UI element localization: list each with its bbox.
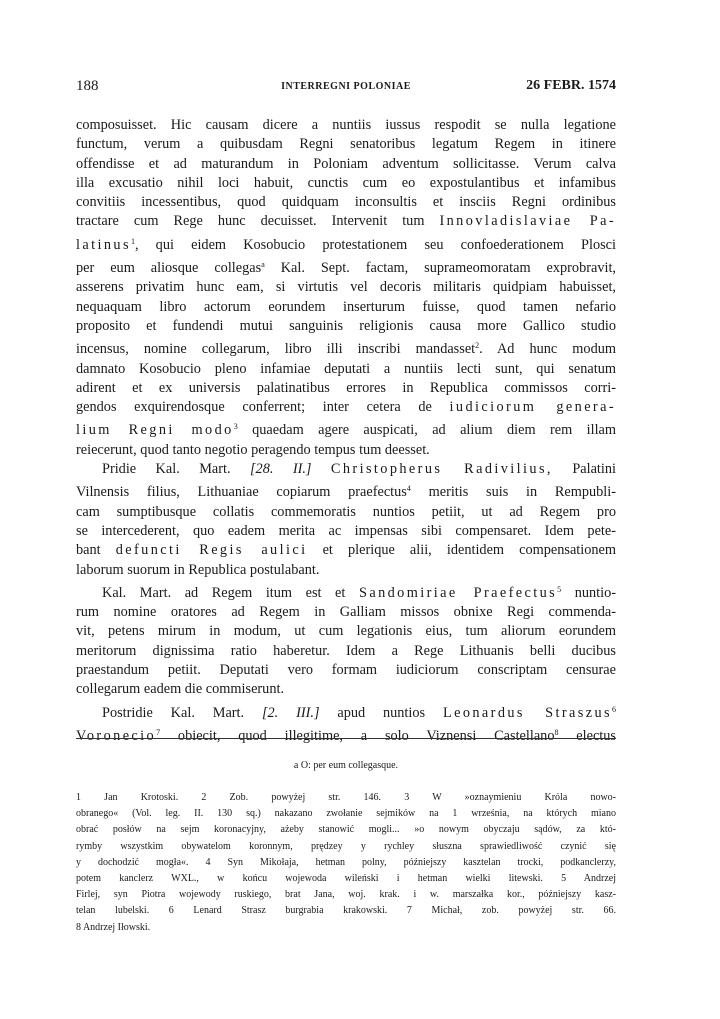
text-fragment: nuntio- <box>561 584 617 601</box>
text-line: adirent et ex universis palatinatibus errores in Republica commissos corri- <box>76 379 616 396</box>
spaced-name: Leonardus Straszus <box>442 704 612 721</box>
spaced-name: latinus <box>76 236 131 253</box>
text-fragment: apud nuntios <box>319 704 426 721</box>
text-line: asserens privatim hunc eam, si virtutis vel decoris militaris quidpiam habuisset, <box>76 279 616 296</box>
footnote-line: telan lubelski. 6 Lenard Strasz burgrabia krakowski. 7 Michał, zob. powyżej str. 66. <box>76 905 616 917</box>
footnote-line: 8 Andrzej Iłowski. <box>76 921 151 933</box>
text-fragment: Postridie Kal. Mart. <box>102 704 245 721</box>
text-line <box>76 417 616 440</box>
text-fragment: Kal. Mart. ad Regem itum est et <box>102 584 346 601</box>
text-line: composuisset. Hic causam dicere a nuntiis iussus respodit se nulla legatione <box>76 117 616 133</box>
text-fragment: Pridie Kal. Mart. <box>102 461 231 478</box>
text-fragment: , qui eidem Kosobucio protestationem seu confoederationem Plosci <box>134 236 616 253</box>
text-fragment: obiecit, quod illegitime, a solo Viznensi Castellano <box>177 727 555 744</box>
text-line: damnato Kosobucio pleno infamiae deputati a nuntiis lecti sunt, qui senatum <box>76 360 616 377</box>
spaced-name: lium Regni modo <box>76 422 234 439</box>
footnote-line: obranego« (Vol. leg. II. 130 sq.) nakazano zwołanie sejmików na 1 września, na których miano <box>76 808 616 820</box>
text-line <box>76 212 616 231</box>
text-line: nequaquam libro actorum eorundem inserturum fuisse, quod tamen nefario <box>76 298 616 315</box>
footnote-divider <box>76 738 616 739</box>
footnote-ref: 7 <box>156 727 161 737</box>
text-line: reiecerunt, quod tanto negotio peragendo tempus tum deesset. <box>76 441 430 458</box>
text-fragment: gendos exquirendosque conferrent; inter cetera de <box>76 399 432 416</box>
text-line <box>76 700 616 723</box>
footnote-line: potem kanclerz WXL., w końcu wojewoda wileński i hetman wielki litewski. 5 Andrzej <box>76 873 616 885</box>
footnote-ref: 8 <box>554 727 559 737</box>
text-fragment: tractare cum Rege hunc decuisset. Intervenit tum <box>76 213 425 230</box>
text-line: proposito et fundendi mutui sanguinis religionis causa more Gallico studio <box>76 317 616 334</box>
date-marker: [28. II.] <box>249 461 312 478</box>
spaced-name: defuncti Regis aulici <box>115 542 308 559</box>
date-marker: [2. III.] <box>261 704 320 721</box>
main-text <box>76 116 616 746</box>
text-line <box>76 479 616 502</box>
text-fragment: per eum aliosque collegas <box>76 260 262 277</box>
text-line <box>76 232 616 255</box>
footnote-ref: 1 <box>130 236 135 246</box>
footnote-line: y dochodzić mogła«. 4 Syn Mikołaja, hetman polny, późniejszy kasztelan trocki, podkanclerzy, <box>76 856 616 868</box>
footnote-line: obrać posłów na sejm koronacyjny, ażeby stanowić mogli... »o nowym obyczaju sądów, za któ- <box>76 824 616 836</box>
text-line <box>76 336 616 359</box>
footnote-ref: 2 <box>475 341 480 351</box>
spaced-name: iudiciorum genera- <box>449 399 617 416</box>
spaced-name: Voronecio <box>76 727 157 744</box>
critical-apparatus-note: a O: per eum collegasque. <box>293 760 399 771</box>
footnote-ref: 5 <box>557 584 562 594</box>
text-fragment: bant <box>76 542 101 559</box>
footnote-line: 1 Jan Krotoski. 2 Zob. powyżej str. 146. 3 W »oznaymieniu Króla nowo- <box>76 792 616 803</box>
spaced-name: Christopherus Radivilius, <box>330 461 553 478</box>
text-line <box>76 580 616 603</box>
text-fragment: Palatini <box>552 461 616 478</box>
footnote-line: rymby wszystkim obywatelom koronnym, prędzey y rychley słuszna sprawiedliwość czynić się <box>76 840 616 852</box>
text-line: praestandum petiit. Deputati vero formam iudiciorum conscriptam censurae <box>76 662 616 679</box>
footnote-line: Firlej, syn Piotra wojewody ruskiego, brat Jana, woj. krak. i w. marszałka kor., późniejszy kasz- <box>76 889 616 901</box>
footnote-ref: 4 <box>406 484 411 494</box>
footnote-ref: a <box>261 260 265 270</box>
text-line: se intercederent, quo eadem merita ac impensas sibi compensaret. Idem pete- <box>76 522 616 539</box>
text-line: offendisse et ad maturandum in Poloniam adventum sollicitasse. Verum calva <box>76 155 616 172</box>
text-fragment: . Ad hunc modum <box>479 341 616 358</box>
footnote-ref: 3 <box>233 422 238 432</box>
text-line: meritorum dignissima ratio haberetur. Idem a Rege Lithuanis belli ducibus <box>76 642 616 659</box>
text-line: cam sumptibusque collatis commemoratis nuntios petiit, ut ad Regem pro <box>76 503 616 520</box>
text-fragment: et plerique alii, identidem compensationem <box>307 542 616 559</box>
header-date: 26 FEBR. 1574 <box>526 78 616 93</box>
text-fragment: Kal. Sept. factam, suprameomoratam exprobravit, <box>264 260 616 277</box>
text-line <box>76 541 616 560</box>
text-line <box>76 723 616 746</box>
text-line <box>76 398 616 417</box>
text-line: rum nomine oratores ad Regem in Galliam missos obnixe Regi commenda- <box>76 604 616 621</box>
running-title: INTERREGNI POLONIAE <box>281 81 411 92</box>
page-number: 188 <box>76 78 99 94</box>
text-line: functum, verum a quibusdam Regni senatoribus legatum Regem in itinere <box>76 136 616 153</box>
text-line: vit, petens mirum in modum, ut cum legationis eius, tum aliorum eorundem <box>76 623 616 640</box>
text-line <box>76 460 616 479</box>
text-line <box>76 255 616 278</box>
footnotes <box>76 790 616 936</box>
text-fragment: quaedam agere auspicati, ad alium diem rem illam <box>237 422 617 439</box>
text-line: illa excusatio nihil loci habuit, cunctis cum eo expostulantibus et infamibus <box>76 174 616 191</box>
text-fragment: meritis suis in Rempubli- <box>410 484 616 501</box>
text-line: laborum suorum in Republica postulabant. <box>76 561 320 578</box>
text-fragment: incensus, nomine collegarum, libro illi inscribi mandasset <box>76 341 476 358</box>
text-line: convitiis incessentibus, quod quidquam inconsultis et insciis Regni ordinibus <box>76 194 616 211</box>
text-fragment: electus <box>558 727 616 744</box>
running-header <box>76 78 616 100</box>
text-line: collegarum eadem die commiserunt. <box>76 681 285 698</box>
footnote-ref: 6 <box>611 704 616 714</box>
spaced-name: Innovladislaviae Pa- <box>439 213 617 230</box>
text-fragment: Vilnensis filius, Lithuaniae copiarum praefectus <box>76 484 407 501</box>
spaced-name: Sandomiriae Praefectus <box>358 584 558 601</box>
